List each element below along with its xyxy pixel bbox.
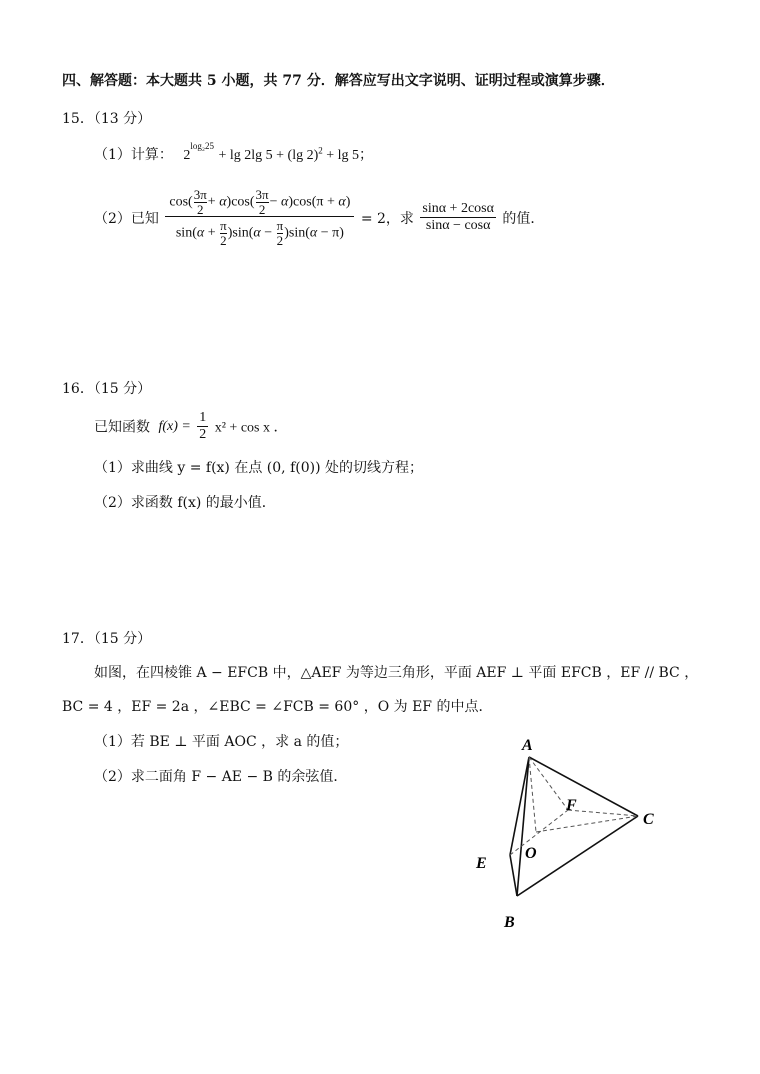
q16-part2: （2）求函数 f(x) 的最小值． [94,495,276,511]
q17-header: 17．（15 分） [62,631,152,647]
vertex-label-A: A [522,737,533,754]
q15-part2-target-fraction [420,201,496,234]
q16-half-den: 2 [199,427,207,443]
pyramid-figure [460,730,670,935]
q15-part2-target-num: sinα + 2cosα [420,201,496,218]
q16-half-num: 1 [197,410,208,427]
q15-part2-target-den: sinα − cosα [425,218,491,234]
vertex-label-F: F [566,797,577,814]
q16-given-function: f(x) = [158,418,191,434]
q16-given [94,410,288,443]
edge-AC [529,757,638,816]
q16-part1: （1）求曲线 y = f(x) 在点 (0, f(0)) 处的切线方程； [94,460,423,476]
q15-part2-end: 的值． [502,210,545,227]
vertex-label-B: B [504,914,515,931]
q16-half-fraction [197,410,208,443]
q15-part2-big-fraction: cos( $\frac{3\pi}{2}$ + α)cos( $\frac{3\pi}{2}$ − α)cos(π + α) sin(α + $\frac{\pi}{2}$ )sin(α − $\frac{\pi}{2}$ )sin(α − π) [165,188,354,248]
q17-line1: 如图，在四棱锥 A − EFCB 中，△AEF 为等边三角形，平面 AEF ⊥ 平面 EFCB ，EF // BC ， [94,665,699,681]
q17-line2: BC = 4 ，EF = 2a ，∠EBC = ∠FCB = 60° ，O 为 EF 的中点． [62,699,493,715]
edge-AB [517,757,529,896]
section-heading: 四、解答题：本大题共 5 小题，共 77 分．解答应写出文字说明、证明过程或演算步骤． [62,73,615,89]
vertex-label-E: E [476,855,487,872]
vertex-label-O: O [525,845,537,862]
q15-part1-base: 2 [183,148,191,163]
edge-OC [536,816,638,832]
q15-part1 [94,141,374,164]
q15-part1-rest: + lg 2lg 5 + (lg 2) [218,148,319,163]
q16-given-prefix: 已知函数 [94,419,150,436]
q15-header: 15．（13 分） [62,111,152,127]
q15-part1-square: 2 [318,145,323,156]
q16-given-rest: x² + cos x ． [214,420,288,436]
q17-part1: （1）若 BE ⊥ 平面 AOC ，求 a 的值； [94,734,349,750]
edge-AF [529,757,568,810]
q15-part2 [94,188,544,248]
edge-EF [510,810,568,855]
q15-part1-tail: + lg 5； [322,148,374,163]
q16-header: 16．（15 分） [62,381,152,397]
edge-EB [510,855,517,896]
q15-part1-exponent: log₂25 [190,141,215,152]
q17-part2: （2）求二面角 F − AE − B 的余弦值． [94,769,348,785]
vertex-label-C: C [643,811,654,828]
q15-part2-equals: = 2，求 [360,210,414,227]
q15-part2-label: （2）已知 [94,210,159,227]
q15-part1-label: （1）计算： [94,147,173,163]
edge-AO [529,757,536,832]
edge-AE [510,757,529,855]
